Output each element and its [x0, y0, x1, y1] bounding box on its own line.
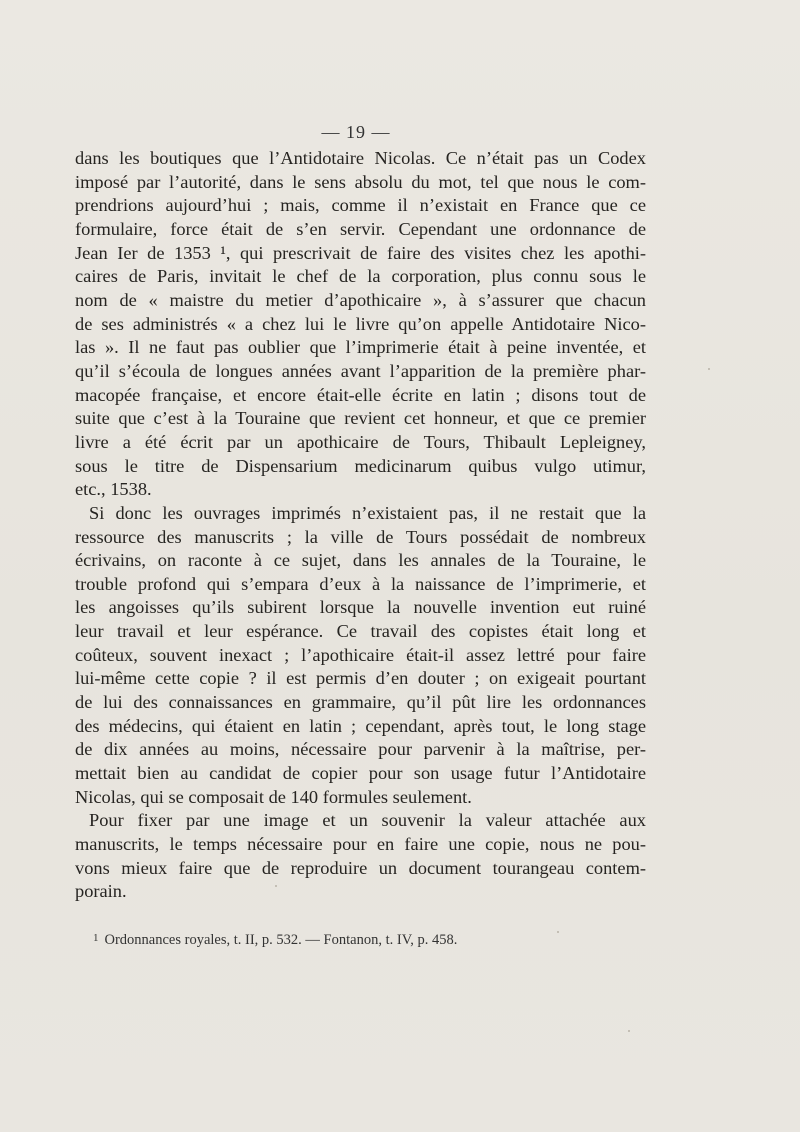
text-line: macopée française, et encore était-elle écrite en latin ; disons tout de — [75, 384, 646, 405]
text-line: formulaire, force était de s’en servir. Cependant une ordonnance de — [75, 218, 646, 239]
text-line: lui-même cette copie ? il est permis d’en douter ; on exigeait pourtant — [75, 668, 646, 689]
text-line: prendrions aujourd’hui ; mais, comme il n’existait en France que ce — [75, 195, 646, 216]
footnote — [93, 928, 653, 950]
text-line: ressource des manuscrits ; la ville de Tours possédait de nombreux — [75, 526, 646, 547]
text-line: de dix années au moins, nécessaire pour parvenir à la maîtrise, per- — [75, 739, 646, 760]
text-line: nom de « maistre du metier d’apothicaire », à s’assurer que chacun — [75, 289, 646, 310]
text-line: porain. — [75, 881, 127, 902]
text-line: des médecins, qui étaient en latin ; cependant, après tout, le long stage — [75, 715, 646, 736]
text-line: Nicolas, qui se composait de 140 formules seulement. — [75, 786, 472, 807]
text-line: sous le titre de Dispensarium medicinarum quibus vulgo utimur, — [75, 455, 646, 476]
text-line: livre a été écrit par un apothicaire de Tours, Thibault Lepleigney, — [75, 431, 646, 452]
text-line: qu’il s’écoula de longues années avant l’apparition de la première phar- — [75, 360, 646, 381]
text-line: les angoisses qu’ils subirent lorsque la nouvelle invention eut ruiné — [75, 597, 646, 618]
text-line: écrivains, on raconte à ce sujet, dans les annales de la Touraine, le — [75, 550, 646, 571]
footnote-marker: 1 — [93, 932, 99, 944]
text-line: mettait bien au candidat de copier pour son usage futur l’Antidotaire — [75, 763, 646, 784]
paper-speck — [628, 1030, 630, 1032]
text-line: leur travail et leur espérance. Ce travail des copistes était long et — [75, 621, 646, 642]
paper-speck — [708, 368, 710, 370]
text-line: Si donc les ouvrages imprimés n’existaient pas, il ne restait que la — [89, 502, 646, 523]
paragraph-2 — [75, 502, 646, 810]
paper-speck — [557, 931, 559, 933]
text-line: Pour fixer par une image et un souvenir la valeur attachée aux — [89, 810, 646, 831]
footnote-text: Ordonnances royales, t. II, p. 532. — Fontanon, t. IV, p. 458. — [104, 932, 458, 948]
text-line: dans les boutiques que l’Antidotaire Nicolas. Ce n’était pas un Codex — [75, 148, 646, 168]
paper-speck — [275, 885, 277, 887]
page-number: — 19 — — [321, 122, 391, 142]
paragraph-3 — [75, 809, 646, 904]
body-text — [75, 147, 646, 904]
text-line: suite que c’est à la Touraine que revient cet honneur, et que ce premier — [75, 408, 646, 429]
text-line: coûteux, souvent inexact ; l’apothicaire était-il assez lettré pour faire — [75, 644, 646, 665]
text-line: de lui des connaissances en grammaire, qu’il pût lire les ordonnances — [75, 692, 646, 713]
text-line: imposé par l’autorité, dans le sens absolu du mot, tel que nous le com- — [75, 171, 646, 192]
text-line: trouble profond qui s’empara d’eux à la naissance de l’imprimerie, et — [75, 573, 646, 594]
text-line: caires de Paris, invitait le chef de la corporation, plus connu sous le — [75, 266, 646, 287]
text-line: manuscrits, le temps nécessaire pour en faire une copie, nous ne pou- — [75, 834, 646, 855]
text-line: de ses administrés « a chez lui le livre qu’on appelle Antidotaire Nico- — [75, 313, 646, 334]
text-line: vons mieux faire que de reproduire un document tourangeau contem- — [75, 857, 646, 878]
text-line: Jean Ier de 1353 ¹, qui prescrivait de faire des visites chez les apothi- — [75, 242, 646, 263]
text-line: las ». Il ne faut pas oublier que l’imprimerie était à peine inventée, et — [75, 337, 646, 358]
paragraph-1 — [75, 147, 646, 502]
text-line: etc., 1538. — [75, 479, 152, 500]
